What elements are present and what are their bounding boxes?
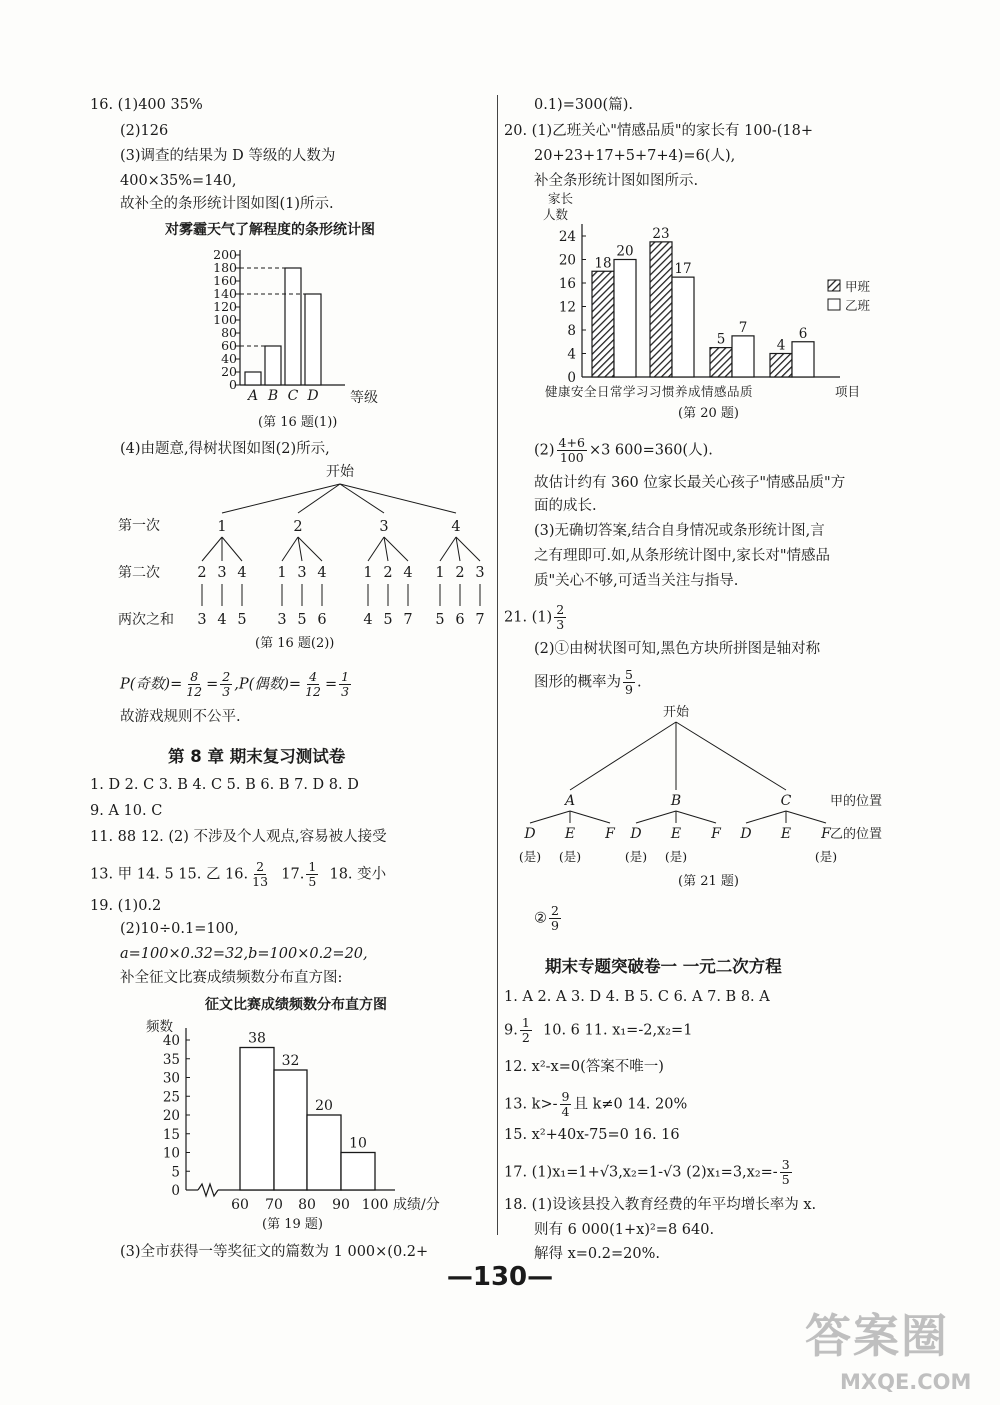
cq-line7: 18. (1)设该县投入教育经费的年平均增长率为 x. xyxy=(504,1197,817,1213)
chart2-data-label: 32 xyxy=(281,1053,300,1069)
tree16-root: 开始 xyxy=(326,464,354,480)
chart2-data-label: 10 xyxy=(349,1135,367,1152)
tree16-row1-label: 第一次 xyxy=(118,518,160,534)
tree16-node-2: 3 xyxy=(475,565,485,581)
chart2-x-tick-label: 90 xyxy=(332,1197,350,1213)
chart2-svg xyxy=(0,0,500,1240)
tree16-sum: 6 xyxy=(317,612,327,628)
tree21-node-1: C xyxy=(780,793,792,809)
chart3-legend-label: 甲班 xyxy=(845,279,871,294)
chart1-y-tick-label: 160 xyxy=(213,273,237,288)
chart2-y-tick-label: 40 xyxy=(162,1033,180,1049)
q21-line4: ② $\frac{2}{9}$ xyxy=(534,903,559,933)
chart1-x-label: A xyxy=(247,388,259,404)
tree16-node-2: 1 xyxy=(363,565,373,581)
cq-line8: 则有 6 000(1+x)²=8 640. xyxy=(534,1222,715,1238)
chart3-data-label: 17 xyxy=(674,261,692,278)
cq-line1: 1. A 2. A 3. D 4. B 5. C 6. A 7. B 8. A xyxy=(504,989,770,1005)
watermark-text: 答案圈 xyxy=(805,1309,949,1363)
tree16-node-2: 1 xyxy=(277,565,287,581)
tree21-node-2: F xyxy=(821,826,831,842)
chart1-x-axis-label: 等级 xyxy=(350,390,378,406)
tree21-node-2: E xyxy=(564,826,576,842)
chart2-axis-break xyxy=(198,1184,218,1196)
chart1-x-label: B xyxy=(267,388,279,404)
chart3-y-tick-label: 20 xyxy=(558,252,576,269)
tree21-branch xyxy=(676,722,786,790)
tree21-mark: (是) xyxy=(558,849,582,864)
tree16-caption: (第 16 题(2)) xyxy=(255,636,335,651)
q20-line4: (2) $\frac{4+6}{100}$ ×3 600=360(人). xyxy=(534,435,713,465)
tree16-node-1: 1 xyxy=(217,519,227,535)
tree16-sum: 3 xyxy=(277,612,287,628)
tree16-row2-label: 第二次 xyxy=(118,565,160,581)
chapter8-title: 第 8 章 期末复习测试卷 xyxy=(168,747,346,766)
chart2-y-tick-label: 25 xyxy=(162,1089,180,1106)
chart3-category-labels: 健康安全日常学习习惯养成情感品质 xyxy=(545,384,754,399)
tree21-node-2: E xyxy=(780,826,792,842)
q19-line2: (2)10÷0.1=100, xyxy=(120,921,239,937)
tree21-branch xyxy=(746,811,786,823)
tree21-branch xyxy=(570,722,676,790)
tree16-node-2: 3 xyxy=(297,565,307,581)
cq-line5: 15. x²+40x-75=0 16. 16 xyxy=(504,1127,680,1143)
chart1-y-tick-label: 100 xyxy=(213,312,237,327)
tree16-sum: 4 xyxy=(363,612,373,628)
q16-prob-line: P(奇数)= $\frac{8}{12}$ = $\frac{2}{3}$ ,P(偶数)= $\frac{4}{12}$ = $\frac{1}{3}$ xyxy=(120,669,350,699)
chart2-x-tick-label: 70 xyxy=(265,1197,283,1213)
chart2-title: 征文比赛成绩频数分布直方图 xyxy=(205,997,387,1013)
tree21-diagram xyxy=(500,0,1000,900)
q16-line2: (2)126 xyxy=(120,123,169,139)
chart2-data-label: 20 xyxy=(315,1098,333,1114)
tree16-node-2: 4 xyxy=(237,565,247,581)
chart3-y-axis-label-line2: 人数 xyxy=(543,207,569,222)
q19-line1: 19. (1)0.2 xyxy=(90,898,162,914)
right-column xyxy=(500,0,1000,1405)
tree21-node-2: E xyxy=(670,826,682,842)
chart3-y-axis-label-line1: 家长 xyxy=(548,191,574,206)
tree21-branch xyxy=(786,811,826,823)
q20-line6: 面的成长. xyxy=(534,498,597,514)
q20-line9: 质"关心不够,可适当关注与指导. xyxy=(534,573,739,589)
chart1-y-tick-label: 200 xyxy=(213,247,237,262)
q19-line4: 补全征文比赛成绩频数分布直方图: xyxy=(120,970,343,986)
tree16-node-1: 3 xyxy=(379,519,389,535)
q21-line1: 21. (1) $\frac{2}{3}$ xyxy=(504,602,565,632)
tree16-sum: 4 xyxy=(217,612,227,628)
q21-line2: (2)①由树状图可知,黑色方块所拼图是轴对称 xyxy=(534,641,821,657)
tree16-node-2: 3 xyxy=(217,565,227,581)
q16-line5: 故补全的条形统计图如图(1)所示. xyxy=(120,196,334,212)
watermark-url: MXQE.COM xyxy=(840,1370,972,1394)
chart3-data-label: 23 xyxy=(652,225,670,242)
tree16-sum: 6 xyxy=(455,612,465,628)
chart2-x-axis-label: 成绩/分 xyxy=(393,1197,440,1213)
tree16-node-2: 2 xyxy=(455,565,465,581)
tree16-node-2: 4 xyxy=(403,565,413,581)
tree16-node-1: 2 xyxy=(293,519,303,535)
tree16-sum: 5 xyxy=(435,612,445,628)
tree21-branch xyxy=(570,811,610,823)
chart1-y-tick-label: 60 xyxy=(221,338,237,353)
tree21-node-1: A xyxy=(564,793,576,809)
chart3-data-label: 6 xyxy=(798,325,808,342)
tree16-node-2: 2 xyxy=(197,565,207,581)
chart3-y-tick-label: 12 xyxy=(558,299,576,316)
chart2-y-tick-label: 20 xyxy=(162,1108,180,1124)
chart3-data-label: 18 xyxy=(594,255,612,272)
q20-line5: 故估计约有 360 位家长最关心孩子"情感品质"方 xyxy=(534,475,846,491)
chart2-caption: (第 19 题) xyxy=(262,1217,323,1232)
chart1-x-label: C xyxy=(287,388,299,404)
tree16-node-2: 1 xyxy=(435,565,445,581)
tree21-root: 开始 xyxy=(662,705,690,720)
tree16-sum: 3 xyxy=(197,612,207,628)
q21-line3: 图形的概率为 $\frac{5}{9}$ . xyxy=(534,667,642,697)
chart1-x-label: D xyxy=(307,388,319,404)
chart2-bar xyxy=(341,1153,375,1191)
ch8-line2: 9. A 10. C xyxy=(90,803,163,819)
chart1-y-tick-label: 0 xyxy=(229,377,237,392)
tree16-node-2: 4 xyxy=(317,565,327,581)
watermark-logo xyxy=(805,1300,995,1400)
chart3-legend-label: 乙班 xyxy=(845,298,871,313)
chart3-y-tick-label: 16 xyxy=(558,276,576,292)
q19-line3: a=100×0.32=32,b=100×0.2=20, xyxy=(120,946,368,962)
q16-line4: 400×35%=140, xyxy=(120,173,237,189)
cq-line6: 17. (1)x₁=1+√3,x₂=1-√3 (2)x₁=3,x₂=- $\frac{3}{5}$ xyxy=(504,1157,790,1187)
chart3-data-label: 5 xyxy=(716,331,726,348)
q19-line5: (3)全市获得一等奖征文的篇数为 1 000×(0.2+ xyxy=(120,1244,429,1260)
tree16-sum: 5 xyxy=(297,612,307,628)
chart3-data-label: 20 xyxy=(616,243,634,260)
chart3-y-tick-label: 8 xyxy=(567,323,576,339)
chart2-x-tick-label: 80 xyxy=(298,1197,316,1213)
chart1-y-tick-label: 40 xyxy=(221,351,237,366)
tree16-row3-label: 两次之和 xyxy=(118,612,174,628)
chart1-title: 对雾霾天气了解程度的条形统计图 xyxy=(165,222,375,238)
tree16-sum: 7 xyxy=(403,612,413,628)
chart2-bar xyxy=(274,1070,307,1190)
tree21-caption: (第 21 题) xyxy=(678,874,739,889)
tree21-node-2: F xyxy=(711,826,721,842)
chart1-y-tick-label: 80 xyxy=(221,325,237,340)
chart2-y-tick-label: 35 xyxy=(162,1051,180,1068)
chart2-data-label: 38 xyxy=(248,1030,266,1047)
tree21-branch xyxy=(636,811,676,823)
chart3-data-label: 4 xyxy=(776,337,786,354)
tree21-node-2: F xyxy=(605,826,615,842)
cq-line2: 9. $\frac{1}{2}$ 10. 6 11. x₁=-2,x₂=1 xyxy=(504,1015,693,1045)
chart3-y-tick-label: 0 xyxy=(567,370,576,386)
tree21-mark: (是) xyxy=(624,849,648,864)
q20-line8: 之有理即可.如,从条形统计图中,家长对"情感品 xyxy=(534,548,830,564)
chart3-x-axis-label: 项目 xyxy=(835,384,861,399)
tree21-mark: (是) xyxy=(664,849,688,864)
q16-line1: 16. (1)400 35% xyxy=(90,97,203,113)
tree21-branch xyxy=(530,811,570,823)
page-number: —130— xyxy=(446,1262,554,1292)
tree16-node-2: 2 xyxy=(383,565,393,581)
cq-line9: 解得 x=0.2=20%. xyxy=(534,1246,660,1262)
ch8-line3: 11. 88 12. (2) 不涉及个人观点,容易被人接受 xyxy=(90,829,387,845)
chart1-caption: (第 16 题(1)) xyxy=(258,415,338,430)
tree21-node-2: D xyxy=(524,826,536,842)
special-title: 期末专题突破卷一 一元二次方程 xyxy=(545,957,782,976)
tree16-sum: 7 xyxy=(475,612,485,628)
chart1-y-tick-label: 140 xyxy=(213,286,237,301)
ch8-line1: 1. D 2. C 3. B 4. C 5. B 6. B 7. D 8. D xyxy=(90,777,359,793)
cq-line4: 13. k>- $\frac{9}{4}$ 且 k≠0 14. 20% xyxy=(504,1089,688,1119)
chart2-y-tick-label: 5 xyxy=(171,1164,180,1181)
tree21-mark: (是) xyxy=(814,849,838,864)
q16-conclusion: 故游戏规则不公平. xyxy=(120,709,241,725)
tree16-sum: 5 xyxy=(383,612,393,628)
chart3-y-tick-label: 24 xyxy=(558,229,576,245)
chart3-data-label: 7 xyxy=(738,319,748,336)
tree16-node-1: 4 xyxy=(451,519,461,535)
chart3-caption: (第 20 题) xyxy=(678,406,739,421)
q20-line3: 补全条形统计图如图所示. xyxy=(534,173,699,189)
tree21-node-1: B xyxy=(670,793,682,809)
tree21-node-2: D xyxy=(740,826,752,842)
tree21-mark: (是) xyxy=(518,849,542,864)
chart1-y-tick-label: 20 xyxy=(221,364,237,379)
q20-line2: 20+23+17+5+7+4)=6(人), xyxy=(534,148,736,164)
chart2-y-tick-label: 15 xyxy=(162,1126,180,1143)
tree21-row2-label: 乙的位置 xyxy=(830,827,883,842)
chart3-y-tick-label: 4 xyxy=(567,346,576,363)
q16-line6: (4)由题意,得树状图如图(2)所示, xyxy=(120,441,330,457)
chart2-y-tick-label: 30 xyxy=(162,1070,180,1087)
tree21-branch xyxy=(676,811,716,823)
chart2-y-axis-label: 频数 xyxy=(146,1019,173,1035)
chart2-y-tick-label: 10 xyxy=(162,1145,180,1162)
q20-line1: 20. (1)乙班关心"情感品质"的家长有 100-(18+ xyxy=(504,123,813,139)
tree21-node-2: D xyxy=(630,826,642,842)
chart2-y-tick-label: 0 xyxy=(171,1183,180,1199)
chart2-x-tick-label: 60 xyxy=(231,1197,249,1213)
q16-line3: (3)调查的结果为 D 等级的人数为 xyxy=(120,148,336,164)
tree16-sum: 5 xyxy=(237,612,247,628)
q20-line7: (3)无确切答案,结合自身情况或条形统计图,言 xyxy=(534,523,825,539)
chart1-y-tick-label: 180 xyxy=(213,260,237,275)
chart2-bar xyxy=(307,1115,341,1190)
chart2-bar xyxy=(240,1048,274,1191)
tree21-row1-label: 甲的位置 xyxy=(830,794,883,809)
chart1-y-tick-label: 120 xyxy=(213,299,237,314)
ch8-line4: 13. 甲 14. 5 15. 乙 16. $\frac{2}{13}$ 17. $\frac{1}{5}$ 18. 变小 xyxy=(90,859,387,889)
chart2-x-tick-label: 100 xyxy=(361,1197,389,1213)
r-line1: 0.1)=300(篇). xyxy=(534,97,633,113)
cq-line3: 12. x²-x=0(答案不唯一) xyxy=(504,1059,664,1075)
